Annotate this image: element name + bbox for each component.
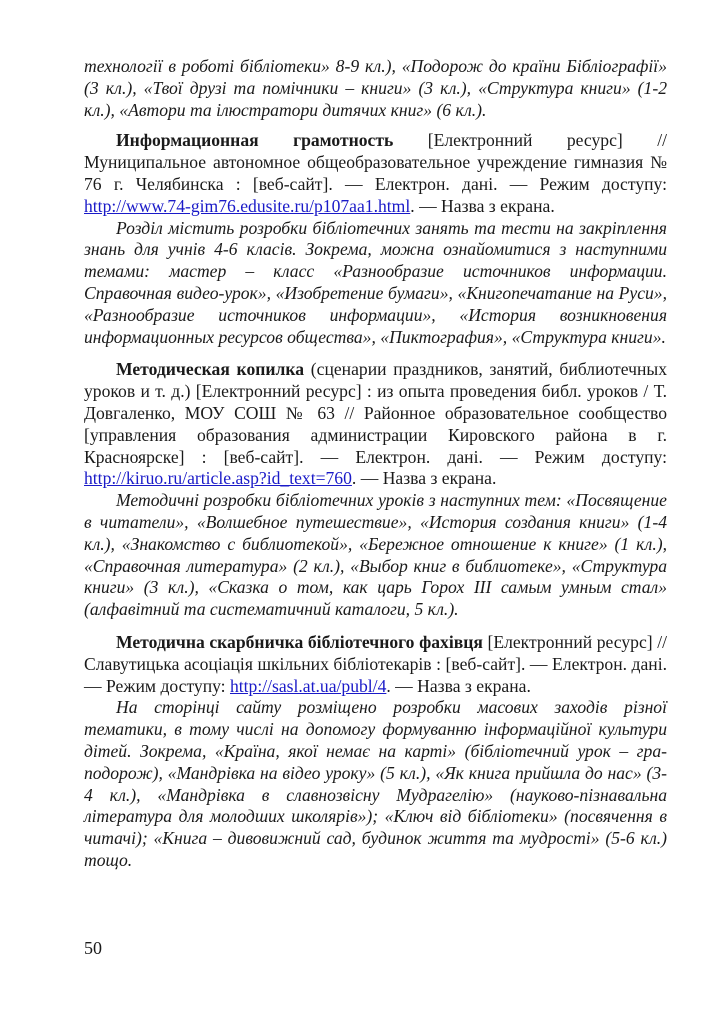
entry-link[interactable]: http://www.74-gim76.edusite.ru/p107aa1.html [84,195,411,216]
entry-annotation: На сторінці сайту розміщено розробки масових заходів різної тематики, в тому числі на допомогу формуванню інформаційної культури дітей. Зокрема, «Країна, якої немає на карті» (бібліотечний урок – гра-подорож), «Мандрівка на відео уроку» (5 кл.), «Як книга прийшла до нас» (3-4 кл.), «Мандрівка в славнозвісну Мудрагелію» (науково-пізнавальна література для молодших школярів»); «Ключ від бібліотеки» (посвячення в читачі); «Книга – дивовижний сад, будинок життя та мудрості» (5-6 кл.) тощо. [84,697,667,870]
entry-title: Методическая копилка [116,359,305,380]
entry-annotation: Розділ містить розробки бібліотечних занять та тести на закріплення знань для учнів 4-6 класів. Зокрема, можна ознайомитися з наступними темами: мастер – класс «Разнообразие источников информации. Справочная видео-урок», «Изобретение бумаги», «Книгопечатание на Руси», «Разнообразие источников информации», «История возникновения информационных ресурсов общества», «Пиктография», «Структура книги». [84,217,667,347]
entry-description: [Електронний ресурс] // Славутицька асоціація шкільних бібліотекарів : [веб-сайт]. — Електрон. дані. — Режим доступу: [84,631,667,696]
continued-annotation: технології в роботі бібліотеки» 8-9 кл.), «Подорож до країни Бібліографії» (3 кл.), «Твої друзі та помічники – книги» (3 кл.), «Структура книги» (1-2 кл.), «Автори та ілюстратори дитячих книг» (6 кл.). [84,56,667,120]
entry-metodychna-skarbnychka [84,632,667,697]
entry-link[interactable]: http://kiruo.ru/article.asp?id_text=760 [84,468,352,489]
entry-title: Информационная грамотность [116,130,394,151]
entry-link[interactable]: http://sasl.at.ua/publ/4 [229,675,387,696]
entry-informatsionnaya-gramotnost [84,130,667,217]
entry-suffix: . — Назва з екрана. [351,468,497,489]
entry-title: Методична скарбничка бібліотечного фахівця [116,631,483,652]
entry-annotation: Методичні розробки бібліотечних уроків з наступних тем: «Посвящение в читатели», «Волшебное путешествие», «История создания книги» (1-4 кл.), «Знакомство с библиотекой», «Бережное отношение к книге» (1 кл.), «Справочная литература» (2 кл.), «Выбор книг в библиотеке», «Структура книги» (3 кл.), «Сказка о том, как царь Горох III самым умным стал» (алфавітний та систематичний каталоги, 5 кл.). [84,490,667,620]
entry-description: [Електронний ресурс] // Муниципальное автономное общеобразовательное учреждение гимназия № 76 г. Челябинска : [веб-сайт]. — Електрон. дані. — Режим доступу: [84,130,667,194]
entry-metodicheskaya-kopilka [84,359,667,490]
entry-description: (сценарии праздников, занятий, библиотечных уроков и т. д.) [Електронний ресурс] : из опыта проведения библ. уроков / Т. Довгаленко, МОУ СОШ № 63 // Районное образовательное сообщество [управления образования администрации Кировского района в г. Красноярске] : [веб-сайт]. — Електрон. дані. — Режим доступу: [84,359,667,467]
entry-suffix: . — Назва з екрана. [410,195,555,216]
entry-suffix: . — Назва з екрана. [386,675,531,696]
page-number: 50 [84,938,102,958]
